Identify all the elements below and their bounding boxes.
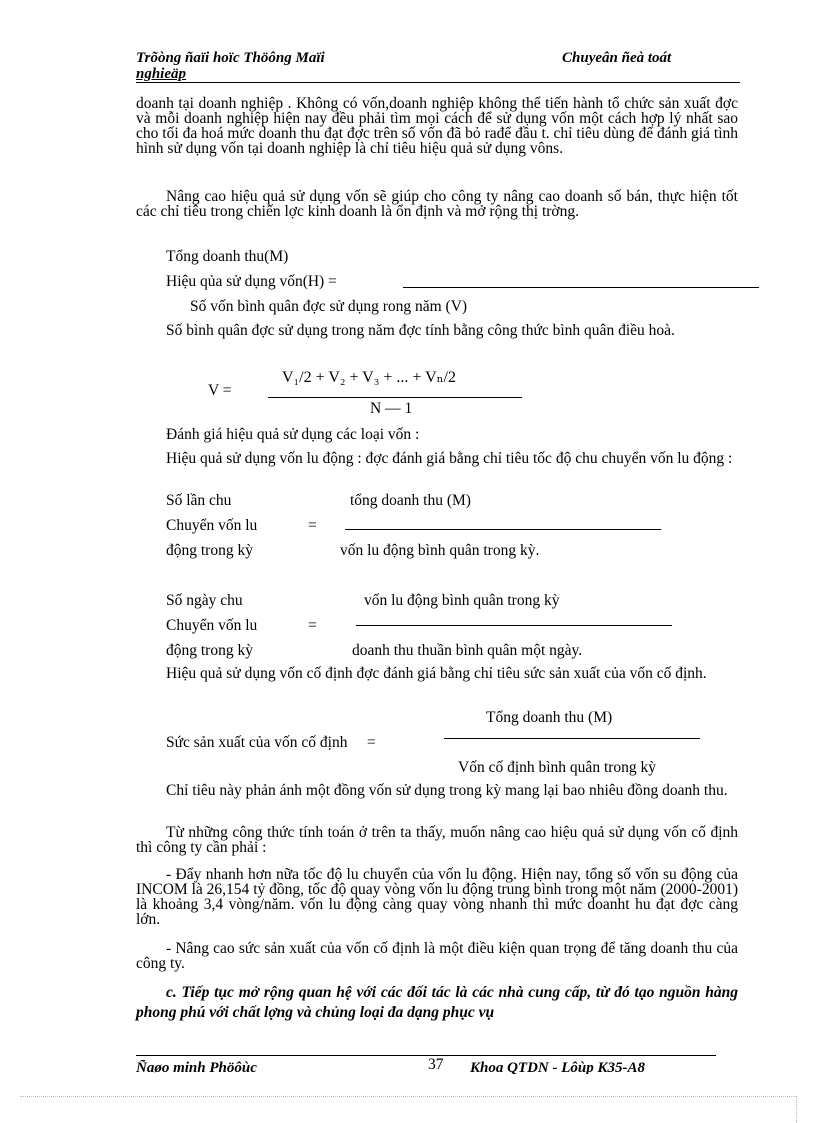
formula1-lhs: Hiệu qủa sử dụng vốn(H) = xyxy=(166,273,337,290)
formula4-label-2: Chuyển vốn lu xyxy=(166,617,258,634)
formula3-label-3: động trong kỳ xyxy=(166,542,253,559)
formula5-lhs: Sức sản xuất của vốn cố định = xyxy=(166,734,376,751)
header-right: Chuyeân ñeà toát xyxy=(562,50,672,66)
paragraph-8: Từ những công thức tính toán ở trên ta thấy, muốn nâng cao hiệu quả sử dụng vốn cố định thì công ty cần phải : xyxy=(136,824,738,856)
footer-rule xyxy=(136,1055,716,1056)
footer-page-number: 37 xyxy=(428,1056,444,1073)
paragraph-5: Hiệu quả sử dụng vốn lu động : đợc đánh giá bằng chỉ tiêu tốc độ chu chuyển vốn lu động : xyxy=(166,450,733,467)
formula4-numerator: vốn lu động bình quân trong kỳ xyxy=(364,592,560,609)
paragraph-11-heading: c. Tiếp tục mở rộng quan hệ với các đối tác là các nhà cung cấp, từ đó tạo nguồn hàng phong phú với chất lợng và chủng loại đa dạng phục vụ xyxy=(136,984,738,1021)
formula3-label-1: Số lần chu xyxy=(166,492,232,509)
paragraph-9: - Đẩy nhanh hơn nữa tốc độ lu chuyển của vốn lu động. Hiện nay, tổng số vốn su động của INCOM là 26,154 tỷ đồng, tốc độ quay vòng vốn lu động trung bình trong một năm (2000-2001) là khoảng 3,4 vòng/năm. vốn lu động càng quay vòng nhanh thì mức doanht hu đạt đợc càng lớn. xyxy=(136,866,738,928)
page-edge-dotted-line xyxy=(20,1096,796,1097)
page-edge-dotted-vertical xyxy=(796,1096,797,1123)
paragraph-10: - Nâng cao sức sản xuất của vốn cố định là một điều kiện quan trọng để tăng doanh thu của công ty. xyxy=(136,940,738,972)
formula2-denominator: N — 1 xyxy=(370,400,413,417)
formula2-lhs: V = xyxy=(208,382,232,399)
formula4-equals: = xyxy=(308,617,317,634)
formula1-fraction-bar xyxy=(403,287,759,288)
paragraph-3: Số bình quân đợc sử dụng trong năm đợc tính bằng công thức bình quân điều hoà. xyxy=(166,322,675,339)
paragraph-6: Hiệu quả sử dụng vốn cố định đợc đánh giá bằng chỉ tiêu sức sản xuất của vốn cố định. xyxy=(166,665,707,682)
paragraph-7: Chỉ tiêu này phản ánh một đồng vốn sử dụng trong kỳ mang lại bao nhiêu đồng doanh thu. xyxy=(166,782,728,799)
formula4-denominator: doanh thu thuần bình quân một ngày. xyxy=(352,642,583,659)
paragraph-2: Nâng cao hiệu quả sử dụng vốn sẽ giúp cho công ty nâng cao doanh số bán, thực hiện tốt các chỉ tiêu trong chiến lợc kinh doanh là ổn định và mở rộng thị trờng. xyxy=(136,188,738,220)
header-left-line2: nghieäp xyxy=(136,66,187,82)
formula3-fraction-bar xyxy=(345,529,661,530)
formula5-numerator: Tổng doanh thu (M) xyxy=(486,709,613,726)
footer-left: Ñaøo minh Phöôùc xyxy=(136,1060,257,1074)
formula3-equals: = xyxy=(308,517,317,534)
formula2-numerator: V₁/2 + V₂ + V₃ + ... + Vₙ/2 xyxy=(282,369,456,386)
paragraph-1: doanh tại doanh nghiệp . Không có vốn,doanh nghiệp không thể tiến hành tổ chức sản xuất đợc và mỗi doanh nghiệp hiện nay đều phải tìm mọi cách để sử dụng vốn một cách hợp lý nhất sao cho tối đa hoá mức doanh thu đạt đợc trên số vốn đã bỏ rađể đầu t. chỉ tiêu dùng để đánh giá tình hình sử dụng vốn tại doanh nghiệp là chỉ tiêu hiệu quả sử dụng vôns. xyxy=(136,95,738,157)
formula4-label-1: Số ngày chu xyxy=(166,592,243,609)
formula5-fraction-bar xyxy=(444,738,700,739)
formula4-label-3: động trong kỳ xyxy=(166,642,253,659)
footer-right: Khoa QTDN - Lôùp K35-A8 xyxy=(470,1060,646,1074)
header-left-line1: Trõòng ñaïi hoïc Thöông Maïi xyxy=(136,50,325,66)
formula4-fraction-bar xyxy=(356,625,672,626)
formula1-denominator: Số vốn bình quân đợc sử dụng rong năm (V) xyxy=(190,298,468,315)
paragraph-4: Đánh giá hiệu quả sử dụng các loại vốn : xyxy=(166,426,420,443)
formula3-label-2: Chuyển vốn lu xyxy=(166,517,258,534)
header-rule xyxy=(136,82,740,83)
formula5-denominator: Vốn cố định bình quân trong kỳ xyxy=(458,759,657,776)
formula1-numerator: Tổng doanh thu(M) xyxy=(166,248,289,265)
formula3-denominator: vốn lu động bình quân trong kỳ. xyxy=(340,542,540,559)
formula3-numerator: tổng doanh thu (M) xyxy=(350,492,471,509)
formula2-fraction-bar xyxy=(268,397,522,398)
